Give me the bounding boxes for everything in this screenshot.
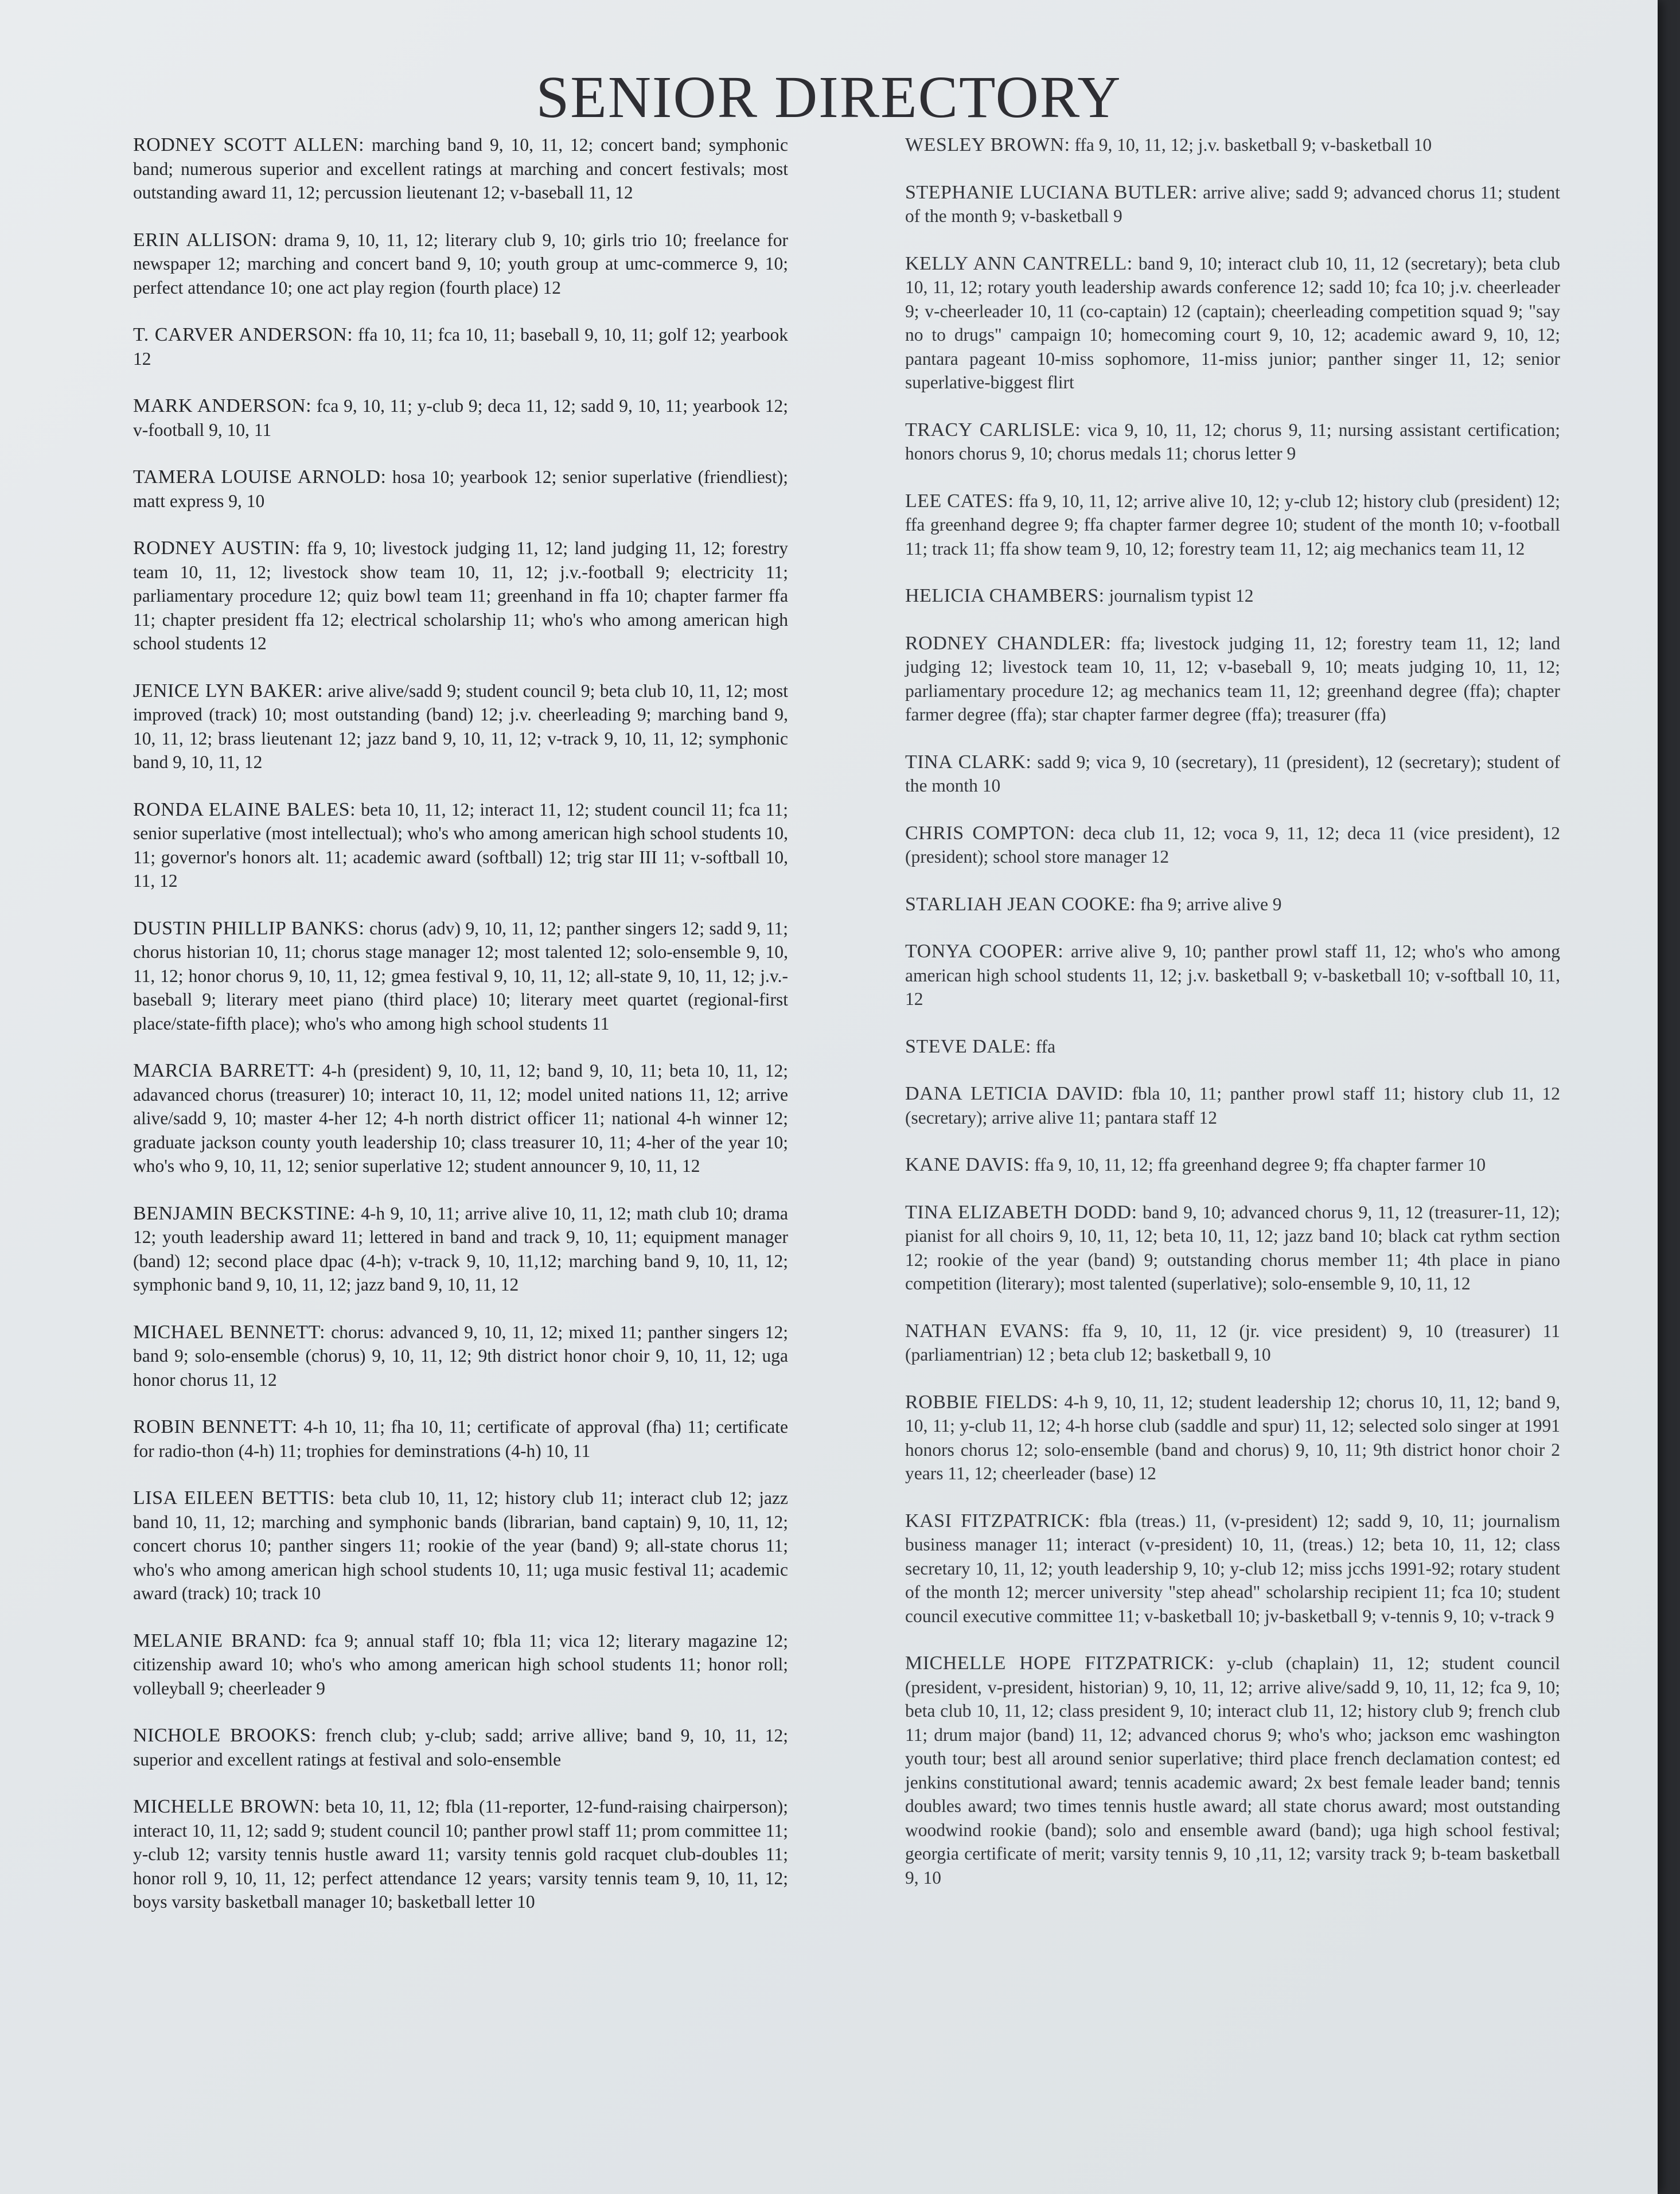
student-name: T. CARVER ANDERSON: (133, 324, 353, 345)
directory-entry (905, 893, 1560, 917)
student-name: NICHOLE BROOKS: (133, 1725, 317, 1746)
student-name: BENJAMIN BECKSTINE: (133, 1202, 356, 1224)
right-column (905, 133, 1560, 1913)
student-name: JENICE LYN BAKER: (133, 680, 323, 702)
directory-entry (133, 536, 788, 656)
student-activities: sadd 9; vica 9, 10 (secretary), 11 (president), 12 (secretary); student of the month 10 (905, 751, 1560, 796)
directory-entry (905, 940, 1560, 1011)
directory-entry (905, 821, 1560, 869)
directory-entry (905, 181, 1560, 228)
directory-entry (133, 228, 788, 300)
directory-entry (905, 1082, 1560, 1129)
student-activities: fha 9; arrive alive 9 (1136, 894, 1282, 914)
student-activities: arrive alive; sadd 9; advanced chorus 11; student of the month 9; v-basketball 9 (905, 182, 1560, 226)
student-name: DUSTIN PHILLIP BANKS: (133, 917, 365, 939)
student-name: ROBIN BENNETT: (133, 1416, 298, 1437)
directory-entry (133, 1724, 788, 1771)
student-activities: fca 9, 10, 11; y-club 9; deca 11, 12; sadd 9, 10, 11; yearbook 12; v-football 9, 10, 11 (133, 396, 789, 440)
directory-entry (905, 489, 1560, 561)
student-name: KELLY ANN CANTRELL: (905, 252, 1133, 274)
student-activities: fbla 10, 11; panther prowl staff 11; history club 11, 12 (secretary); arrive alive 11; pantara staff 12 (905, 1084, 1560, 1128)
student-activities: french club; y-club; sadd; arrive allive; band 9, 10, 11, 12; superior and excellent ratings at festival and solo-ensemble (133, 1725, 789, 1770)
student-activities: 4-h (president) 9, 10, 11, 12; band 9, 10, 11; beta 10, 11, 12; adavanced chorus (treasurer) 10; interact 10, 11, 12; model united nations 11, 12; arrive alive/sadd 9, 10; master 4-her 12; 4-h north district officer 11; national 4-h winner 12; graduate jackson county youth leadership 10; class treasurer 10, 11; 4-her of the year 10; who's who 9, 10, 11, 12; senior superlative 12; student announcer 9, 10, 11, 12 (133, 1061, 788, 1176)
directory-entry (905, 1201, 1560, 1296)
student-name: RODNEY CHANDLER: (905, 632, 1112, 654)
directory-entry (905, 252, 1560, 395)
directory-entry (133, 1486, 788, 1605)
student-activities: fca 9; annual staff 10; fbla 11; vica 12; literary magazine 12; citizenship award 10; who's who among american high school students 11; honor roll; volleyball 9; cheerleader 9 (133, 1630, 788, 1698)
student-activities: hosa 10; yearbook 12; senior superlative (friendliest); matt express 9, 10 (133, 467, 789, 511)
directory-entry (905, 632, 1560, 727)
student-activities: chorus: advanced 9, 10, 11, 12; mixed 11; panther singers 12; band 9; solo-ensemble (chorus) 9, 10, 11, 12; 9th district honor choir 9, 10, 11, 12; uga honor chorus 11, 12 (133, 1322, 788, 1390)
directory-entry (905, 1319, 1560, 1367)
directory-entry (133, 133, 788, 205)
student-name: MICHAEL BENNETT: (133, 1321, 326, 1343)
student-name: KANE DAVIS: (905, 1154, 1030, 1175)
directory-entry (905, 1153, 1560, 1177)
student-name: LISA EILEEN BETTIS: (133, 1487, 336, 1509)
student-name: NATHAN EVANS: (905, 1320, 1070, 1342)
student-activities: band 9, 10; advanced chorus 9, 11, 12 (treasurer-11, 12); pianist for all choirs 9, 10, 11, 12; beta 10, 11, 12; jazz band 10; black cat rythm section 12; rookie of the year (band) 9; outstanding chorus member 11; 4th place in piano competition (literary); most talented (superlative); solo-ensemble 9, 10, 11, 12 (905, 1202, 1560, 1293)
student-activities: beta club 10, 11, 12; history club 11; interact club 12; jazz band 10, 11, 12; marching and symphonic bands (librarian, band captain) 9, 10, 11, 12; concert chorus 10; panther singers 11; rookie of the year (band) 9; all-state chorus 11; who's who among american high school students 10, 11; uga music festival 11; academic award (track) 10; track 10 (133, 1488, 788, 1603)
student-name: KASI FITZPATRICK: (905, 1510, 1090, 1531)
student-activities: arrive alive 9, 10; panther prowl staff 11, 12; who's who among american high school students 11, 12; j.v. basketball 9; v-basketball 10; v-softball 10, 11, 12 (905, 941, 1560, 1009)
directory-entry (133, 917, 788, 1036)
student-activities: ffa; livestock judging 11, 12; forestry team 11, 12; land judging 12; livestock team 10, 11, 12; v-baseball 9, 10; meats judging 10, 11, 12; parliamentary procedure 12; ag mechanics team 11, 12; greenhand degree (ffa); chapter farmer degree (ffa); star chapter farmer degree (ffa); treasurer (ffa) (905, 633, 1560, 724)
student-activities: ffa 9, 10, 11, 12; j.v. basketball 9; v-basketball 10 (1070, 135, 1432, 155)
directory-entry (133, 1795, 788, 1914)
directory-entry (133, 1059, 788, 1178)
directory-entry (133, 1202, 788, 1297)
student-name: TINA CLARK: (905, 751, 1032, 773)
student-name: TINA ELIZABETH DODD: (905, 1201, 1137, 1223)
student-activities: beta 10, 11, 12; interact 11, 12; student council 11; fca 11; senior superlative (most intellectual); who's who among american high school students 10, 11; governor's honors alt. 11; academic award (softball) 12; trig star III 11; v-softball 10, 11, 12 (133, 799, 788, 891)
student-activities: band 9, 10; interact club 10, 11, 12 (secretary); beta club 10, 11, 12; rotary youth leadership awards conference 12; sadd 10; fca 10; j.v. cheerleader 9; v-cheerleader 10, 11 (co-captain) 12 (captain); cheerleading competition squad 9; "say no to drugs" campaign 10; homecoming court 9, 10, 12; academic award 9, 10, 12; pantara pageant 10-miss sophomore, 11-miss junior; panther singer 11, 12; senior superlative-biggest flirt (905, 253, 1560, 392)
directory-entry (905, 1390, 1560, 1486)
student-activities: ffa 9, 10, 11, 12 (jr. vice president) 9, 10 (treasurer) 11 (parliamentrian) 12 ; beta club 12; basketball 9, 10 (905, 1320, 1561, 1365)
directory-entry (905, 1651, 1560, 1889)
directory-entry (905, 750, 1560, 798)
student-name: MICHELLE BROWN: (133, 1796, 320, 1817)
student-activities: chorus (adv) 9, 10, 11, 12; panther singers 12; sadd 9, 11; chorus historian 10, 11; chorus stage manager 12; most talented 12; solo-ensemble 9, 10, 11, 12; honor chorus 9, 10, 11, 12; gmea festival 9, 10, 11, 12; all-state 9, 10, 11, 12; j.v.-baseball 9; literary meet piano (third place) 10; literary meet quartet (regional-first place/state-fifth place); who's who among high school students 11 (133, 918, 788, 1034)
student-activities: ffa 9, 10, 11, 12; arrive alive 10, 12; y-club 12; history club (president) 12; ffa greenhand degree 9; ffa chapter farmer degree 10; student of the month 10; v-football 11; track 11; ffa show team 9, 10, 12; forestry team 11, 12; aig mechanics team 11, 12 (905, 490, 1560, 559)
student-name: ERIN ALLISON: (133, 229, 278, 251)
directory-entry (133, 679, 788, 774)
student-activities: marching band 9, 10, 11, 12; concert band; symphonic band; numerous superior and excellent ratings at marching and concert festivals; most outstanding award 11, 12; percussion lieutenant 12; v-baseball 11, 12 (133, 135, 788, 202)
left-column (133, 133, 788, 1938)
student-name: RONDA ELAINE BALES: (133, 798, 356, 820)
student-name: DANA LETICIA DAVID: (905, 1083, 1124, 1104)
student-name: STARLIAH JEAN COOKE: (905, 893, 1136, 915)
student-activities: ffa 9, 10; livestock judging 11, 12; land judging 11, 12; forestry team 10, 11, 12; livestock show team 10, 11, 12; j.v.-football 9; electricity 11; parliamentary procedure 12; quiz bowl team 11; greenhand in ffa 10; chapter farmer ffa 11; chapter president ffa 12; electrical scholarship 11; who's who among american high school students 12 (133, 538, 788, 653)
student-name: TONYA COOPER: (905, 941, 1064, 962)
student-activities: drama 9, 10, 11, 12; literary club 9, 10; girls trio 10; freelance for newspaper 12; marching and concert band 9, 10; youth group at umc-commerce 9, 10; perfect attendance 10; one act play region (fourth place) 12 (133, 229, 788, 298)
student-activities: fbla (treas.) 11, (v-president) 12; sadd 9, 10, 11; journalism business manager 11; interact (v-president) 10, 11, (treas.) 12; beta 10, 11, 12; class secretary 10, 11, 12; youth leadership 9, 10; y-club 12; miss jcchs 1991-92; rotary student of the month 12; mercer university "step ahead" scholarship recipient 11; fca 10; student council executive committee 11; v-basketball 10; jv-basketball 9; v-tennis 9, 10; v-track 9 (905, 1510, 1560, 1626)
student-name: RODNEY AUSTIN: (133, 537, 301, 559)
directory-entry (133, 323, 788, 371)
student-name: TRACY CARLISLE: (905, 419, 1081, 441)
student-activities: arive alive/sadd 9; student council 9; beta club 10, 11, 12; most improved (track) 10; most outstanding (band) 12; j.v. cheerleading 9; marching band 9, 10, 11, 12; brass lieutenant 12; jazz band 9, 10, 11, 12; v-track 9, 10, 11, 12; symphonic band 9, 10, 11, 12 (133, 680, 788, 772)
directory-entry (133, 465, 788, 513)
directory-entry (133, 1320, 788, 1392)
directory-entry (905, 133, 1560, 157)
student-name: STEVE DALE: (905, 1035, 1031, 1057)
student-activities: ffa 10, 11; fca 10, 11; baseball 9, 10, 11; golf 12; yearbook 12 (133, 325, 788, 369)
student-name: MELANIE BRAND: (133, 1630, 307, 1651)
student-name: MARCIA BARRETT: (133, 1060, 315, 1081)
student-name: STEPHANIE LUCIANA BUTLER: (905, 181, 1198, 203)
student-name: WESLEY BROWN: (905, 134, 1070, 155)
student-activities: 4-h 9, 10, 11, 12; student leadership 12; chorus 10, 11, 12; band 9, 10, 11; y-club 11, 12; 4-h horse club (saddle and spur) 11, 12; selected solo singer at 1991 honors chorus 12; solo-ensemble (band and chorus) 9, 10, 11; 9th district honor choir 2 years 11, 12; cheerleader (base) 12 (905, 1392, 1560, 1483)
page-title: SENIOR DIRECTORY (536, 64, 1122, 130)
directory-entry (133, 1415, 788, 1463)
student-activities: ffa (1031, 1036, 1056, 1057)
student-activities: vica 9, 10, 11, 12; chorus 9, 11; nursing assistant certification; honors chorus 9, 10; chorus medals 11; chorus letter 9 (905, 419, 1560, 463)
student-activities: 4-h 9, 10, 11; arrive alive 10, 11, 12; math club 10; drama 12; youth leadership award 11; lettered in band and track 9, 10, 11; equipment manager (band) 12; second place dpac (4-h); v-track 9, 10, 11,12; marching band 9, 10, 11, 12; symphonic band 9, 10, 11, 12; jazz band 9, 10, 11, 12 (133, 1203, 788, 1295)
directory-entry (905, 418, 1560, 466)
directory-entry (133, 798, 788, 893)
student-name: CHRIS COMPTON: (905, 822, 1075, 844)
student-activities: y-club (chaplain) 11, 12; student council (president, v-president, historian) 9, 10, 11, 12; arrive alive/sadd 9, 10, 11, 12; fca 9, 10; beta club 10, 11, 12; class president 9, 10; interact club 11, 12; history club 9; french club 11; drum major (band) 11, 12; advanced chorus 9; who's who; jackson emc washington youth tour; best all around senior superlative; third place french declamation contest; ed jenkins constitutional award; tennis academic award; 2x best female leader band; tennis doubles award; two times tennis hustle award; all state chorus award; most outstanding woodwind rookie (band); solo and ensemble award (band); uga high school festival; georgia certificate of merit; varsity tennis 9, 10 ,11, 12; varsity track 9; b-team basketball 9, 10 (905, 1653, 1560, 1888)
directory-entry (905, 584, 1560, 608)
student-name: LEE CATES: (905, 490, 1014, 512)
student-activities: journalism typist 12 (1104, 586, 1254, 606)
directory-entry (905, 1035, 1560, 1059)
student-activities: 4-h 10, 11; fha 10, 11; certificate of approval (fha) 11; certificate for radio-thon (4-h) 11; trophies for deminstrations (4-h) 10, 11 (133, 1417, 788, 1461)
directory-entry (905, 1509, 1560, 1628)
directory-entry (133, 1629, 788, 1701)
student-name: HELICIA CHAMBERS: (905, 585, 1105, 606)
directory-entry (133, 394, 788, 442)
student-name: RODNEY SCOTT ALLEN: (133, 134, 365, 155)
student-name: TAMERA LOUISE ARNOLD: (133, 466, 387, 488)
student-activities: deca club 11, 12; voca 9, 11, 12; deca 11 (vice president), 12 (president); school store manager 12 (905, 823, 1560, 867)
student-name: MICHELLE HOPE FITZPATRICK: (905, 1653, 1214, 1674)
student-name: MARK ANDERSON: (133, 395, 312, 416)
student-activities: ffa 9, 10, 11, 12; ffa greenhand degree 9; ffa chapter farmer 10 (1030, 1155, 1486, 1175)
student-name: ROBBIE FIELDS: (905, 1391, 1059, 1413)
student-activities: beta 10, 11, 12; fbla (11-reporter, 12-fund-raising chairperson); interact 10, 11, 12; sadd 9; student council 10; panther prowl staff 11; prom committee 11; y-club 12; varsity tennis hustle award 11; varsity tennis gold racquet club-doubles 11; honor roll 9, 10, 11, 12; perfect attendance 12 years; varsity tennis team 9, 10, 11, 12; boys varsity basketball manager 10; basketball letter 10 (133, 1796, 788, 1912)
